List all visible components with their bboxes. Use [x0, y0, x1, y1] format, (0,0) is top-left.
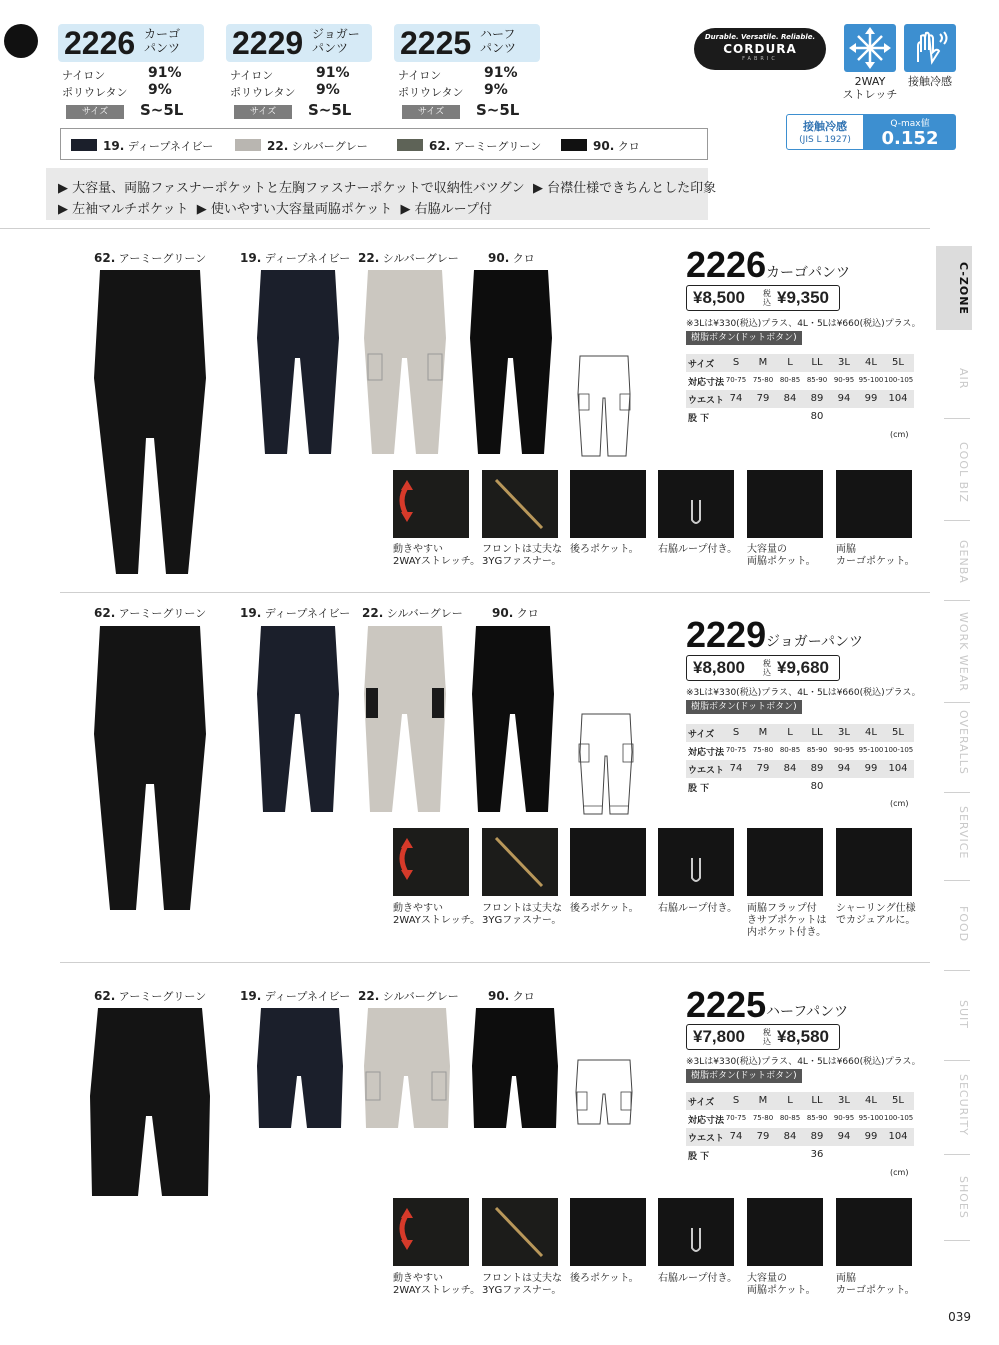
detail-caption: フロントは丈夫な 3YGファスナー。 [482, 544, 562, 567]
size-range: S~5L [308, 101, 352, 119]
price-note: ※3Lは¥330(税込)プラス、4L・5Lは¥660(税込)プラス。 [686, 688, 921, 698]
detail-photo-side-pocket [747, 470, 823, 538]
detail-photo-stretch [393, 470, 469, 538]
side-nav-item-overalls[interactable]: OVERALLS [957, 710, 970, 775]
product-code: 2229 [686, 614, 767, 655]
side-nav-item-service[interactable]: SERVICE [957, 806, 970, 860]
detail-caption: 右脇ループ付き。 [658, 544, 738, 555]
color-name-label: 22. シルバーグレー [358, 251, 459, 265]
feature-item: ▶ 台襟仕様できちんとした印象 [532, 181, 717, 196]
fit-row: 対応寸法 70-75 75-80 80-85 85-90 90-95 95-100 100-105 [688, 1114, 914, 1126]
feature-item: ▶ 大容量、両脇ファスナーポケットと左胸ファスナーポケットで収納性バツグン [58, 181, 525, 196]
detail-photo-side-pocket [747, 1198, 823, 1266]
side-nav-item-cool-biz[interactable]: COOL BIZ [957, 442, 970, 503]
waist-row: ウエスト 74 79 84 89 94 99 104 [686, 1128, 914, 1146]
divider [60, 962, 930, 963]
side-nav-separator [944, 970, 970, 971]
detail-caption: 大容量の 両脇ポケット。 [747, 1273, 816, 1296]
inseam-row: 股 下 80 [688, 411, 824, 424]
stretch-label: 2WAY ストレッチ [842, 75, 898, 101]
feature-list [46, 168, 717, 220]
color-name-label: 19. ディープネイビー [240, 251, 351, 265]
price-box [686, 285, 840, 311]
product-code: 2226 [64, 25, 136, 61]
side-nav-separator [944, 880, 970, 881]
side-nav-separator [944, 1240, 970, 1241]
color-legend: 19. ディープネイビー 22. シルバーグレー 62. アーミーグリーン 90. クロ [60, 128, 708, 160]
size-row: サイズ S M L LL 3L 4L 5L [686, 1092, 914, 1110]
detail-caption: フロントは丈夫な 3YGファスナー。 [482, 903, 562, 926]
divider [0, 228, 930, 229]
detail-caption: 右脇ループ付き。 [658, 1273, 738, 1284]
unit-label: (cm) [890, 430, 909, 439]
product-code: 2225 [400, 25, 472, 61]
product-code-box [58, 24, 204, 62]
technical-drawing [574, 1058, 630, 1154]
fit-row: 対応寸法 70-75 75-80 80-85 85-90 90-95 95-100 100-105 [688, 746, 914, 758]
product-photo-deep-navy [255, 1006, 345, 1138]
color-swatch [235, 139, 261, 151]
detail-photo-loop [658, 828, 734, 896]
product-code: 2225 [686, 984, 767, 1025]
page-number: 039 [948, 1310, 971, 1324]
price: ¥7,800 [693, 1027, 745, 1046]
color-name-label: 62. アーミーグリーン [94, 251, 207, 265]
feature-item: ▶ 左袖マルチポケット [58, 202, 189, 217]
product-code-box [226, 24, 372, 62]
product-photo-black [470, 1006, 560, 1138]
product-photo-army-green [84, 1006, 216, 1206]
button-type-tag: 樹脂ボタン(ドットボタン) [686, 700, 802, 714]
price-note: ※3Lは¥330(税込)プラス、4L・5Lは¥660(税込)プラス。 [686, 319, 921, 329]
product-name: ジョガーパンツ [766, 634, 864, 650]
detail-photo-loop [658, 470, 734, 538]
material-row: ポリウレタン 9% [62, 82, 172, 99]
price-with-tax: ¥8,580 [777, 1027, 829, 1046]
size-table [686, 724, 914, 796]
side-nav-item-food[interactable]: FOOD [957, 906, 970, 943]
color-name-label: 62. アーミーグリーン [94, 989, 207, 1003]
unit-label: (cm) [890, 799, 909, 808]
material-row: ポリウレタン 9% [398, 82, 508, 99]
detail-caption: 後ろポケット。 [570, 544, 639, 555]
size-row: サイズ S M L LL 3L 4L 5L [686, 354, 914, 372]
detail-photo-shirring [836, 828, 912, 896]
waist-row: ウエスト 74 79 84 89 94 99 104 [686, 390, 914, 408]
side-nav-separator [944, 520, 970, 521]
product-name: ハーフパンツ [766, 1004, 849, 1020]
price-box [686, 1024, 840, 1050]
detail-caption: 後ろポケット。 [570, 903, 639, 914]
price-box [686, 655, 840, 681]
size-label: サイズ [66, 105, 124, 119]
detail-photo-cargo-pocket [836, 1198, 912, 1266]
header-product-2229 [226, 24, 372, 140]
detail-caption: 右脇ループ付き。 [658, 903, 738, 914]
four-arrows-icon [844, 24, 896, 72]
detail-caption: 後ろポケット。 [570, 1273, 639, 1284]
product-photo-silver-grey [362, 268, 448, 464]
cordura-logo: Durable. Versatile. Reliable. CORDURA FABRIC [694, 28, 826, 70]
detail-caption: 動きやすい 2WAYストレッチ。 [393, 544, 481, 567]
unit-label: (cm) [890, 1168, 909, 1177]
detail-photo-zipper [482, 1198, 558, 1266]
color-name-label: 90. クロ [488, 989, 535, 1003]
size-row: サイズ S M L LL 3L 4L 5L [686, 724, 914, 742]
color-name-label: 62. アーミーグリーン [94, 606, 207, 620]
product-photo-deep-navy [255, 624, 341, 822]
hand-wave-icon [904, 24, 956, 72]
material-row: ナイロン 91% [398, 65, 518, 82]
detail-caption: 両脇フラップ付 きサブポケットは 内ポケット付き。 [747, 903, 827, 938]
technical-drawing [578, 712, 634, 808]
side-nav-item-suit[interactable]: SUIT [957, 1000, 970, 1029]
side-nav-separator [944, 792, 970, 793]
price: ¥8,800 [693, 658, 745, 677]
product-photo-silver-grey [362, 1006, 452, 1138]
detail-photo-stretch [393, 828, 469, 896]
product-photo-silver-grey [362, 624, 448, 822]
technical-drawing [576, 354, 632, 450]
detail-photo-zipper [482, 470, 558, 538]
detail-photo-flap-pocket [747, 828, 823, 896]
detail-caption: 両脇 カーゴポケット。 [836, 544, 915, 567]
side-nav-item-shoes[interactable]: SHOES [957, 1176, 970, 1219]
detail-photo-cargo-pocket [836, 470, 912, 538]
detail-photo-stretch [393, 1198, 469, 1266]
header-product-2225 [394, 24, 540, 140]
color-swatch [71, 139, 97, 151]
inseam-row: 股 下 80 [688, 781, 824, 794]
detail-photo-back-pocket [570, 828, 646, 896]
product-kind: カーゴ パンツ [144, 27, 181, 55]
tax-label: 税込 [763, 289, 771, 307]
side-nav-separator [944, 1154, 970, 1155]
size-table [686, 354, 914, 426]
material-row: ナイロン 91% [62, 65, 182, 82]
product-photo-black [470, 624, 556, 822]
section-marker-dot [4, 24, 38, 58]
cool-touch-label: 接触冷感 [908, 75, 952, 88]
product-photo-army-green [88, 268, 212, 584]
color-swatch [561, 139, 587, 151]
size-label: サイズ [402, 105, 460, 119]
side-nav-item-air[interactable]: AIR [957, 368, 970, 390]
waist-row: ウエスト 74 79 84 89 94 99 104 [686, 760, 914, 778]
product-code-box [394, 24, 540, 62]
price-with-tax: ¥9,680 [777, 658, 829, 677]
size-range: S~5L [476, 101, 520, 119]
button-type-tag: 樹脂ボタン(ドットボタン) [686, 1069, 802, 1083]
detail-photo-back-pocket [570, 1198, 646, 1266]
header-product-2226 [58, 24, 204, 140]
price: ¥8,500 [693, 288, 745, 307]
color-swatch [397, 139, 423, 151]
price-note: ※3Lは¥330(税込)プラス、4L・5Lは¥660(税込)プラス。 [686, 1057, 921, 1067]
tax-label: 税込 [763, 659, 771, 677]
detail-caption: 両脇 カーゴポケット。 [836, 1273, 915, 1296]
detail-photo-back-pocket [570, 470, 646, 538]
divider [60, 592, 930, 593]
side-nav-item-c-zone[interactable]: C-ZONE [957, 262, 970, 315]
material-row: ポリウレタン 9% [230, 82, 340, 99]
product-name: カーゴパンツ [766, 265, 850, 281]
detail-caption: 大容量の 両脇ポケット。 [747, 544, 816, 567]
color-name-label: 19. ディープネイビー [240, 989, 351, 1003]
product-code: 2229 [232, 25, 304, 61]
price-with-tax: ¥9,350 [777, 288, 829, 307]
detail-caption: 動きやすい 2WAYストレッチ。 [393, 1273, 481, 1296]
fit-row: 対応寸法 70-75 75-80 80-85 85-90 90-95 95-100 100-105 [688, 376, 914, 388]
side-nav-separator [944, 418, 970, 419]
detail-caption: フロントは丈夫な 3YGファスナー。 [482, 1273, 562, 1296]
product-code: 2226 [686, 244, 767, 285]
product-photo-deep-navy [255, 268, 341, 464]
button-type-tag: 樹脂ボタン(ドットボタン) [686, 331, 802, 345]
feature-item: ▶ 使いやすい大容量両脇ポケット [196, 202, 393, 217]
side-nav-separator [944, 702, 970, 703]
size-range: S~5L [140, 101, 184, 119]
qmax-badge: 接触冷感 (JIS L 1927) Q-max値 0.152 [786, 114, 956, 150]
side-nav-separator [944, 600, 970, 601]
product-kind: ジョガー パンツ [312, 27, 360, 55]
size-label: サイズ [234, 105, 292, 119]
detail-caption: 動きやすい 2WAYストレッチ。 [393, 903, 481, 926]
color-name-label: 22. シルバーグレー [362, 606, 463, 620]
color-name-label: 90. クロ [488, 251, 535, 265]
detail-caption: シャーリング仕様 でカジュアルに。 [836, 903, 916, 926]
side-nav-separator [944, 1060, 970, 1061]
side-nav-item-security[interactable]: SECURITY [957, 1074, 970, 1136]
tax-label: 税込 [763, 1028, 771, 1046]
color-name-label: 19. ディープネイビー [240, 606, 351, 620]
detail-photo-zipper [482, 828, 558, 896]
product-kind: ハーフ パンツ [480, 27, 517, 55]
side-nav-item-genba[interactable]: GENBA [957, 540, 970, 584]
detail-photo-loop [658, 1198, 734, 1266]
feature-item: ▶ 右脇ループ付 [400, 202, 492, 217]
product-photo-army-green [88, 624, 212, 920]
inseam-row: 股 下 36 [688, 1149, 824, 1162]
color-name-label: 22. シルバーグレー [358, 989, 459, 1003]
product-photo-black [468, 268, 554, 464]
size-table [686, 1092, 914, 1164]
side-nav-item-work-wear[interactable]: WORK WEAR [957, 612, 970, 692]
color-name-label: 90. クロ [492, 606, 539, 620]
material-row: ナイロン 91% [230, 65, 350, 82]
